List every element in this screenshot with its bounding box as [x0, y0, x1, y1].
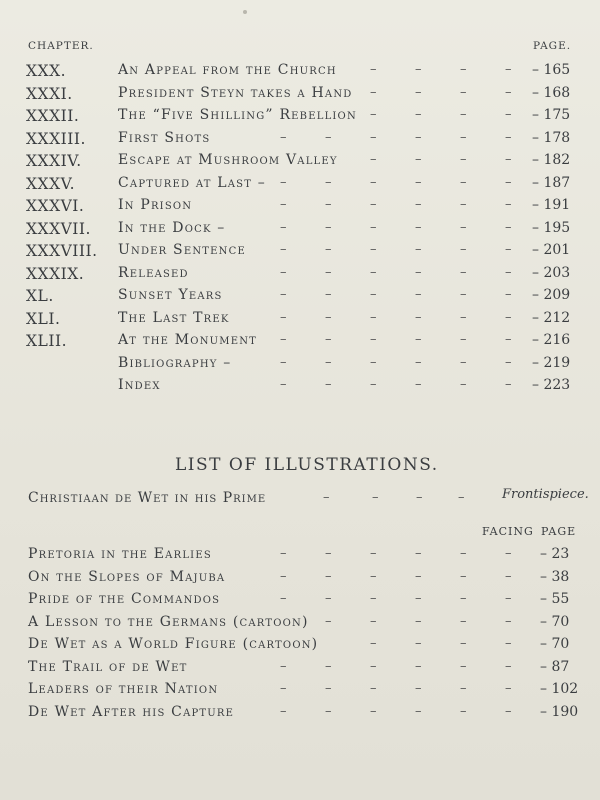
leader-dash: –: [505, 658, 512, 674]
leader-dash: –: [505, 309, 512, 325]
leader-dash: –: [415, 613, 422, 629]
leader-dash: –: [415, 703, 422, 719]
leader-dash: –: [370, 636, 377, 651]
leader-dash: –: [370, 129, 377, 145]
leader-dash: –: [460, 546, 467, 561]
leader-dash: –: [460, 107, 467, 122]
leader-dash: –: [460, 354, 467, 370]
illustration-title: Pride of the Commandos: [28, 591, 221, 607]
leader-dash: –: [323, 490, 330, 505]
illustration-title: A Lesson to the Germans (cartoon): [28, 613, 309, 630]
leader-dash: –: [460, 287, 467, 302]
leader-dash: –: [370, 377, 377, 392]
leader-dash: –: [370, 309, 377, 325]
frontispiece-page: Frontispiece.: [502, 487, 589, 502]
leader-dash: –: [505, 264, 512, 280]
leader-dash: –: [370, 354, 377, 370]
chapter-title: Captured at Last –: [118, 174, 266, 191]
chapter-number: XLII.: [26, 332, 68, 350]
leader-dash: –: [280, 546, 287, 561]
chapter-number: XXXIV.: [26, 152, 82, 170]
leader-dash: –: [280, 681, 287, 696]
leader-dash: –: [325, 681, 332, 696]
illustration-page-number: – 102: [540, 681, 579, 697]
leader-dash: –: [415, 107, 422, 122]
chapter-number: XXXVII.: [26, 219, 91, 238]
leader-dash: –: [505, 636, 512, 651]
chapter-number: XXXI.: [26, 84, 73, 103]
illustration-title: The Trail of de Wet: [28, 658, 188, 675]
illustration-page-number: – 70: [540, 613, 570, 630]
leader-dash: –: [370, 197, 377, 212]
toc-row: [0, 287, 600, 309]
illustration-title: De Wet as a World Figure (cartoon): [28, 636, 319, 652]
chapter-page-number: – 223: [532, 377, 571, 393]
frontispiece-title: Christiaan de Wet in his Prime: [28, 490, 267, 506]
leader-dash: –: [280, 287, 287, 302]
leader-dash: –: [415, 219, 422, 235]
toc-row: [0, 332, 600, 354]
leader-dash: –: [415, 568, 422, 584]
leader-dash: –: [416, 490, 423, 505]
illustration-page-label: PAGE: [541, 525, 577, 538]
chapter-number: XXXV.: [26, 174, 76, 193]
leader-dash: –: [370, 242, 377, 257]
leader-dash: –: [505, 197, 512, 212]
leader-dash: –: [415, 174, 422, 190]
leader-dash: –: [325, 174, 332, 190]
leader-dash: –: [370, 591, 377, 606]
leader-dash: –: [505, 591, 512, 606]
leader-dash: –: [460, 219, 467, 235]
leader-dash: –: [505, 332, 512, 347]
leader-dash: –: [280, 309, 287, 325]
leader-dash: –: [370, 613, 377, 629]
leader-dash: –: [415, 197, 422, 212]
leader-dash: –: [325, 568, 332, 584]
leader-dash: –: [458, 490, 465, 505]
leader-dash: –: [415, 287, 422, 302]
leader-dash: –: [370, 681, 377, 696]
chapter-page-number: – 209: [532, 287, 571, 303]
leader-dash: –: [325, 332, 332, 347]
leader-dash: –: [415, 636, 422, 651]
illustration-page-number: – 23: [540, 546, 570, 562]
leader-dash: –: [370, 703, 377, 719]
page-column-header: PAGE.: [533, 40, 572, 52]
illustration-row: [0, 636, 600, 658]
leader-dash: –: [460, 568, 467, 584]
toc-row: [0, 377, 600, 399]
chapter-title: The “Five Shilling” Rebellion: [118, 107, 357, 123]
illustration-title: Leaders of their Nation: [28, 681, 219, 697]
leader-dash: –: [460, 197, 467, 212]
leader-dash: –: [370, 84, 377, 100]
leader-dash: –: [460, 264, 467, 280]
chapter-column-header: CHAPTER.: [28, 40, 94, 52]
leader-dash: –: [460, 309, 467, 325]
toc-row: [0, 85, 600, 107]
leader-dash: –: [505, 242, 512, 257]
leader-dash: –: [325, 354, 332, 370]
illustration-page-number: – 38: [540, 568, 570, 585]
chapter-title: An Appeal from the Church: [118, 62, 337, 78]
leader-dash: –: [370, 658, 377, 674]
leader-dash: –: [415, 332, 422, 347]
page-speck: [243, 10, 247, 14]
leader-dash: –: [460, 129, 467, 145]
leader-dash: –: [280, 703, 287, 719]
leader-dash: –: [325, 546, 332, 561]
leader-dash: –: [280, 591, 287, 606]
toc-row: [0, 310, 600, 332]
leader-dash: –: [280, 129, 287, 145]
chapter-title: Escape at Mushroom Valley: [118, 152, 338, 168]
leader-dash: –: [505, 287, 512, 302]
chapter-title: President Steyn takes a Hand: [118, 84, 353, 101]
leader-dash: –: [325, 129, 332, 145]
leader-dash: –: [415, 62, 422, 77]
chapter-page-number: – 191: [532, 197, 571, 213]
chapter-title: Bibliography –: [118, 354, 232, 371]
chapter-title: Index: [118, 377, 161, 393]
leader-dash: –: [325, 591, 332, 606]
leader-dash: –: [505, 546, 512, 561]
leader-dash: –: [325, 197, 332, 212]
chapter-title: At the Monument: [118, 332, 258, 348]
leader-dash: –: [370, 287, 377, 302]
chapter-title: Under Sentence: [118, 242, 246, 258]
chapter-page-number: – 212: [532, 309, 571, 326]
leader-dash: –: [505, 107, 512, 122]
leader-dash: –: [460, 658, 467, 674]
toc-row: [0, 152, 600, 174]
leader-dash: –: [325, 287, 332, 302]
toc-row: [0, 107, 600, 129]
leader-dash: –: [370, 107, 377, 122]
leader-dash: –: [370, 568, 377, 584]
toc-row: [0, 197, 600, 219]
illustrations-heading: LIST OF ILLUSTRATIONS.: [175, 455, 439, 475]
leader-dash: –: [370, 62, 377, 77]
illustration-page-number: – 190: [540, 703, 579, 720]
leader-dash: –: [415, 658, 422, 674]
chapter-title: In the Dock –: [118, 219, 226, 236]
chapter-page-number: – 219: [532, 354, 571, 371]
leader-dash: –: [505, 129, 512, 145]
chapter-title: In Prison: [118, 197, 193, 213]
leader-dash: –: [415, 84, 422, 100]
leader-dash: –: [505, 152, 512, 167]
illustration-row: [0, 704, 600, 726]
leader-dash: –: [415, 242, 422, 257]
toc-row: [0, 62, 600, 84]
leader-dash: –: [325, 703, 332, 719]
leader-dash: –: [460, 681, 467, 696]
leader-dash: –: [415, 309, 422, 325]
illustration-title: De Wet After his Capture: [28, 703, 235, 720]
leader-dash: –: [370, 332, 377, 347]
leader-dash: –: [415, 264, 422, 280]
leader-dash: –: [280, 242, 287, 257]
illustration-page-number: – 87: [540, 658, 570, 675]
illustration-row: [0, 681, 600, 703]
chapter-number: XXXIII.: [26, 129, 86, 148]
chapter-number: XL.: [26, 287, 54, 305]
toc-row: [0, 265, 600, 287]
leader-dash: –: [460, 84, 467, 100]
leader-dash: –: [505, 613, 512, 629]
chapter-page-number: – 195: [532, 219, 571, 236]
leader-dash: –: [505, 377, 512, 392]
chapter-title: First Shots: [118, 129, 211, 146]
chapter-number: XXXVI.: [26, 197, 85, 215]
leader-dash: –: [415, 354, 422, 370]
leader-dash: –: [325, 264, 332, 280]
chapter-number: XXX.: [26, 62, 67, 80]
chapter-number: XLI.: [26, 309, 61, 328]
leader-dash: –: [370, 152, 377, 167]
leader-dash: –: [460, 242, 467, 257]
toc-row: [0, 220, 600, 242]
leader-dash: –: [370, 546, 377, 561]
leader-dash: –: [460, 703, 467, 719]
chapter-title: Sunset Years: [118, 287, 223, 303]
illustration-row: [0, 659, 600, 681]
illustration-row: [0, 546, 600, 568]
leader-dash: –: [280, 377, 287, 392]
leader-dash: –: [280, 332, 287, 347]
illustration-row: [0, 569, 600, 591]
leader-dash: –: [415, 591, 422, 606]
chapter-page-number: – 203: [532, 264, 571, 281]
leader-dash: –: [505, 703, 512, 719]
illustration-page-number: – 55: [540, 591, 570, 607]
chapter-title: Released: [118, 264, 189, 281]
leader-dash: –: [280, 197, 287, 212]
leader-dash: –: [460, 636, 467, 651]
illustration-title: Pretoria in the Earlies: [28, 546, 212, 562]
chapter-page-number: – 187: [532, 174, 571, 191]
leader-dash: –: [460, 591, 467, 606]
chapter-page-number: – 165: [532, 62, 571, 78]
leader-dash: –: [505, 174, 512, 190]
leader-dash: –: [280, 354, 287, 370]
leader-dash: –: [415, 681, 422, 696]
chapter-page-number: – 168: [532, 84, 571, 101]
leader-dash: –: [325, 219, 332, 235]
chapter-page-number: – 182: [532, 152, 571, 168]
leader-dash: –: [505, 62, 512, 77]
leader-dash: –: [460, 174, 467, 190]
leader-dash: –: [460, 377, 467, 392]
leader-dash: –: [280, 568, 287, 584]
leader-dash: –: [325, 613, 332, 629]
chapter-page-number: – 216: [532, 332, 571, 348]
leader-dash: –: [280, 174, 287, 190]
leader-dash: –: [370, 264, 377, 280]
facing-label: FACING: [482, 525, 534, 538]
leader-dash: –: [460, 62, 467, 77]
chapter-number: XXXII.: [26, 107, 80, 125]
chapter-number: XXXIX.: [26, 264, 85, 283]
leader-dash: –: [325, 658, 332, 674]
leader-dash: –: [325, 242, 332, 257]
leader-dash: –: [505, 84, 512, 100]
leader-dash: –: [460, 332, 467, 347]
leader-dash: –: [460, 613, 467, 629]
illustration-row: [0, 614, 600, 636]
chapter-title: The Last Trek: [118, 309, 230, 326]
leader-dash: –: [370, 174, 377, 190]
illustration-title: On the Slopes of Majuba: [28, 568, 226, 585]
leader-dash: –: [505, 354, 512, 370]
toc-row: [0, 130, 600, 152]
chapter-page-number: – 175: [532, 107, 571, 123]
illustration-row: [0, 591, 600, 613]
leader-dash: –: [280, 264, 287, 280]
leader-dash: –: [505, 219, 512, 235]
leader-dash: –: [325, 309, 332, 325]
chapter-page-number: – 201: [532, 242, 571, 258]
illustration-page-number: – 70: [540, 636, 570, 652]
leader-dash: –: [280, 658, 287, 674]
leader-dash: –: [372, 490, 379, 505]
leader-dash: –: [415, 377, 422, 392]
chapter-page-number: – 178: [532, 129, 571, 146]
leader-dash: –: [415, 129, 422, 145]
leader-dash: –: [370, 219, 377, 235]
leader-dash: –: [415, 546, 422, 561]
leader-dash: –: [505, 568, 512, 584]
toc-row: [0, 355, 600, 377]
toc-row: [0, 175, 600, 197]
leader-dash: –: [460, 152, 467, 167]
leader-dash: –: [505, 681, 512, 696]
leader-dash: –: [280, 219, 287, 235]
leader-dash: –: [325, 377, 332, 392]
chapter-number: XXXVIII.: [26, 242, 98, 260]
toc-row: [0, 242, 600, 264]
leader-dash: –: [415, 152, 422, 167]
